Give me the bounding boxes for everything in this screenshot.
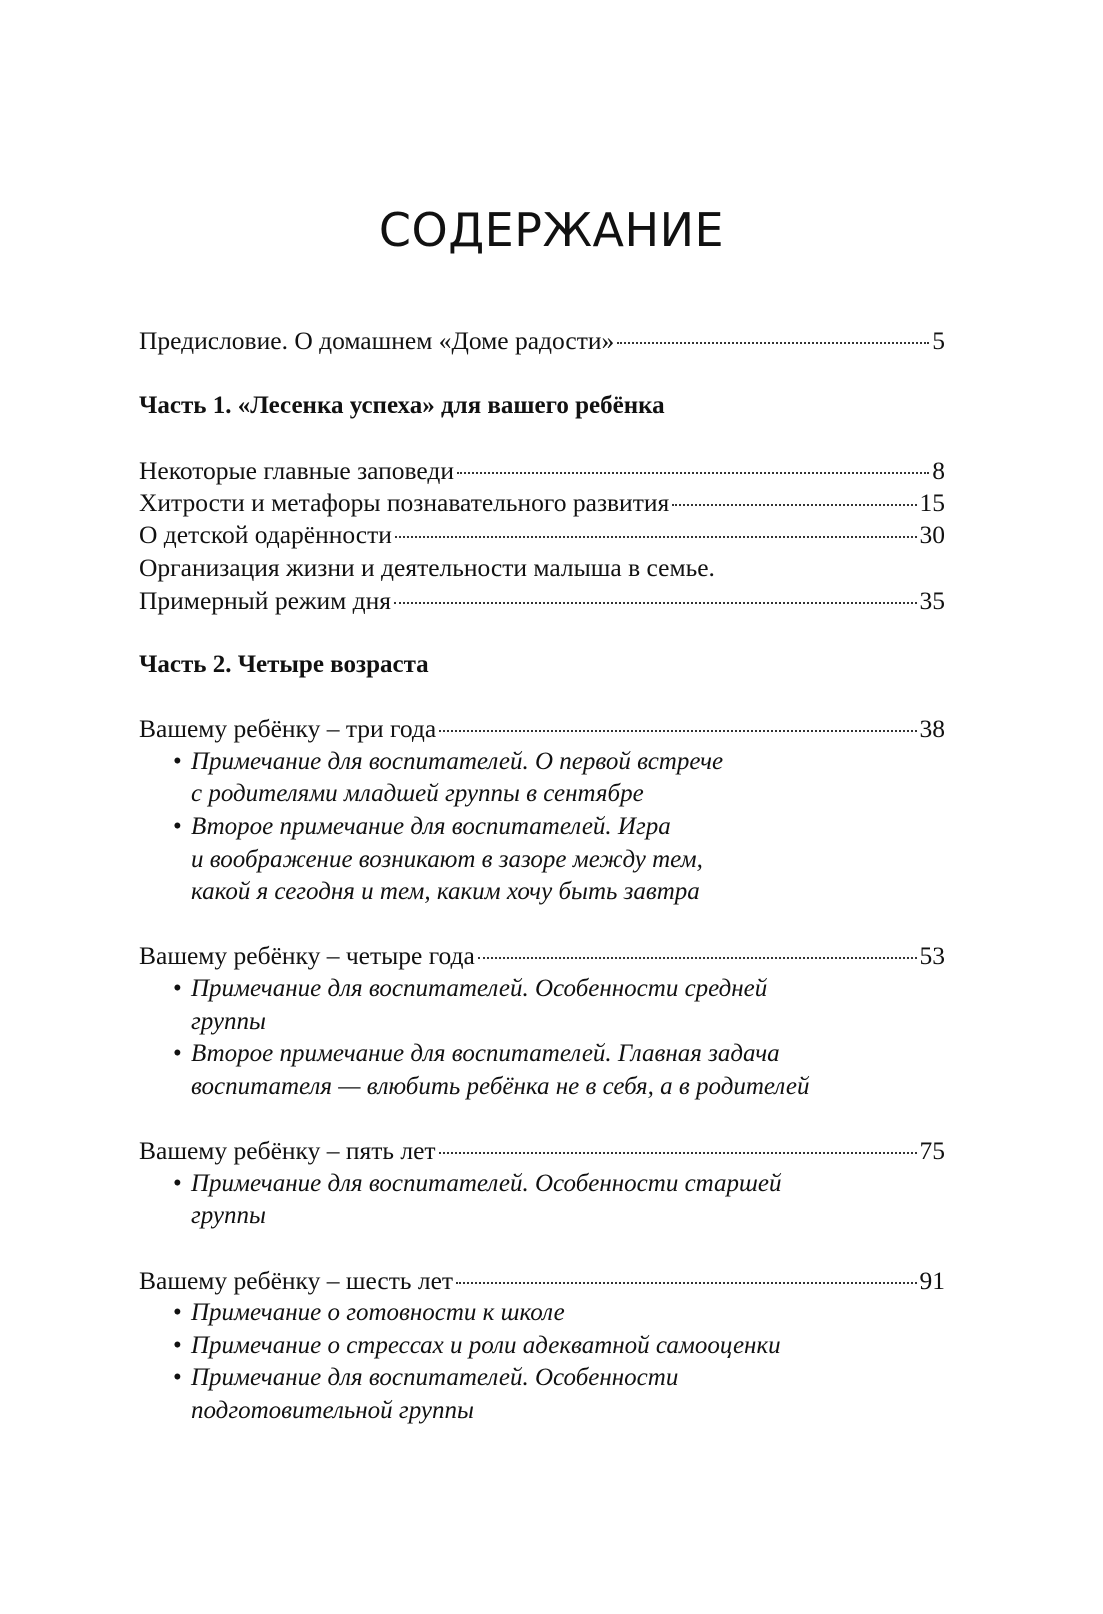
dot-leader <box>394 602 916 604</box>
dot-leader <box>395 536 917 538</box>
bullet: • <box>173 1364 182 1391</box>
toc-entry <box>139 454 945 488</box>
toc-note <box>173 810 671 843</box>
toc-entry-three-years <box>139 712 945 746</box>
toc-note-continuation: воспитателя — влюбить ребёнка не в себя, а в родителей <box>191 1073 810 1100</box>
dot-leader <box>456 1282 916 1284</box>
toc-note <box>173 1167 782 1200</box>
bullet: • <box>173 1332 182 1359</box>
toc-entry-label-line: Организация жизни и деятельности малыша в семье. <box>139 553 715 582</box>
toc-page-number: 8 <box>932 456 945 485</box>
toc-entry-label: Примерный режим дня <box>139 586 392 615</box>
toc-note-text: Второе примечание для воспитателей. Игра <box>191 813 671 840</box>
bullet: • <box>173 813 182 840</box>
toc-note-text: Примечание для воспитателей. Особенности <box>191 1364 679 1391</box>
toc-entry-preface <box>139 324 945 358</box>
toc-note-continuation: подготовительной группы <box>191 1397 474 1424</box>
toc-entry <box>139 518 945 552</box>
toc-note-text: Примечание о готовности к школе <box>191 1299 565 1326</box>
toc-entry-label: О детской одарённости <box>139 520 392 549</box>
toc-entry-label: Предисловие. О домашнем «Доме радости» <box>139 326 615 355</box>
toc-entry-label: Вашему ребёнку – шесть лет <box>139 1266 454 1295</box>
toc-page-number: 30 <box>919 520 945 549</box>
toc-note <box>173 972 768 1005</box>
toc-note <box>173 1037 780 1070</box>
toc-note-text: Примечание для воспитателей. Особенности средней <box>191 975 768 1002</box>
toc-entry-label: Некоторые главные заповеди <box>139 456 455 485</box>
toc-note <box>173 1296 565 1329</box>
dot-leader <box>617 342 929 344</box>
toc-entry <box>139 584 945 618</box>
toc-note <box>173 1329 781 1362</box>
toc-page-number: 5 <box>932 326 945 355</box>
dot-leader <box>439 730 916 732</box>
toc-page-number: 35 <box>919 586 945 615</box>
toc-note-continuation: какой я сегодня и тем, каким хочу быть завтра <box>191 878 700 905</box>
part-1-heading: Часть 1. «Лесенка успеха» для вашего ребёнка <box>139 392 665 419</box>
toc-entry-five-years <box>139 1134 945 1168</box>
toc-note <box>173 1361 679 1394</box>
dot-leader <box>672 504 916 506</box>
bullet: • <box>173 748 182 775</box>
bullet: • <box>173 975 182 1002</box>
toc-note-continuation: группы <box>191 1008 266 1035</box>
toc-page-number: 38 <box>919 714 945 743</box>
part-2-heading: Часть 2. Четыре возраста <box>139 651 429 678</box>
toc-note-text: Второе примечание для воспитателей. Главная задача <box>191 1040 780 1067</box>
toc-page-number: 15 <box>919 488 945 517</box>
dot-leader <box>478 957 917 959</box>
toc-entry-label: Хитрости и метафоры познавательного развития <box>139 488 670 517</box>
dot-leader <box>457 472 929 474</box>
bullet: • <box>173 1040 182 1067</box>
toc-entry-label: Вашему ребёнку – пять лет <box>139 1136 436 1165</box>
toc-page-number: 75 <box>919 1136 945 1165</box>
dot-leader <box>439 1152 917 1154</box>
page-title: СОДЕРЖАНИЕ <box>378 203 725 257</box>
bullet: • <box>173 1299 182 1326</box>
toc-entry <box>139 486 945 520</box>
toc-note-text: Примечание для воспитателей. Особенности старшей <box>191 1170 782 1197</box>
toc-entry-label: Вашему ребёнку – четыре года <box>139 941 475 970</box>
toc-note-continuation: группы <box>191 1202 266 1229</box>
toc-page-number: 91 <box>919 1266 945 1295</box>
toc-note-text: Примечание о стрессах и роли адекватной самооценки <box>191 1332 781 1359</box>
toc-entry-label: Вашему ребёнку – три года <box>139 714 437 743</box>
toc-note-continuation: и воображение возникают в зазоре между тем, <box>191 846 703 873</box>
toc-entry-six-years <box>139 1264 945 1298</box>
toc-note-text: Примечание для воспитателей. О первой встрече <box>191 748 724 775</box>
bullet: • <box>173 1170 182 1197</box>
toc-page-number: 53 <box>919 941 945 970</box>
toc-note-continuation: с родителями младшей группы в сентябре <box>191 780 644 807</box>
toc-note <box>173 745 724 778</box>
toc-entry-four-years <box>139 939 945 973</box>
